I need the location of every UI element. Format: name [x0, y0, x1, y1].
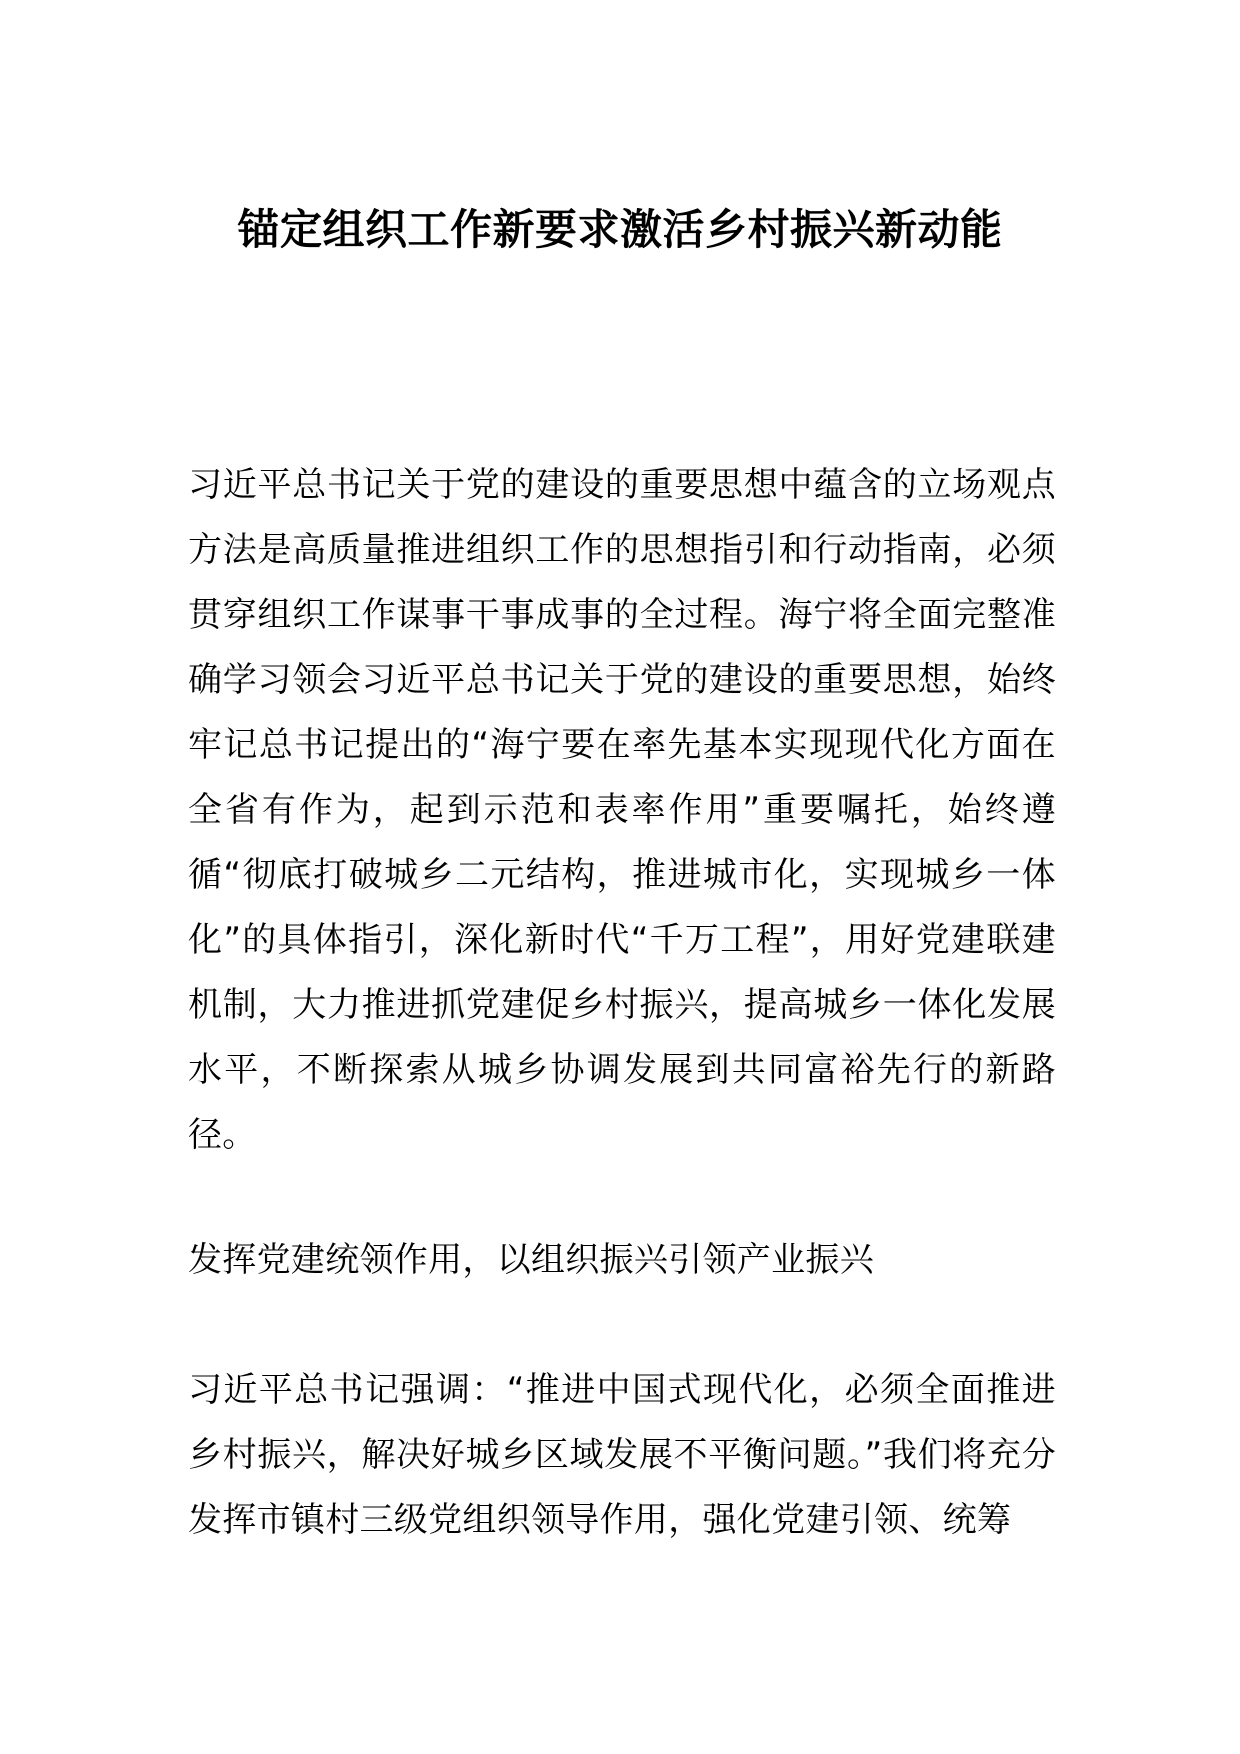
section-heading: 发挥党建统领作用，以组织振兴引领产业振兴	[188, 1240, 874, 1280]
document-title: 锚定组织工作新要求激活乡村振兴新动能	[237, 205, 1003, 254]
intro-paragraph: 习近平总书记关于党的建设的重要思想中蕴含的立场观点方法是高质量推进组织工作的思想指引和行动指南，必须贯穿组织工作谋事干事成事的全过程。海宁将全面完整准确学习领会习近平总书记关于党的建设的重要思想，始终牢记总书记提出的“海宁要在率先基本实现现代化方面在全省有作为，起到示范和表率作用”重要嘱托，始终遵循“彻底打破城乡二元结构，推进城市化，实现城乡一体化”的具体指引，深化新时代“千万工程”，用好党建联建机制，大力推进抓党建促乡村振兴，提高城乡一体化发展水平，不断探索从城乡协调发展到共同富裕先行的新路径。	[188, 465, 1056, 1155]
section-paragraph: 习近平总书记强调：“推进中国式现代化，必须全面推进乡村振兴，解决好城乡区域发展不平衡问题。”我们将充分发挥市镇村三级党组织领导作用，强化党建引领、统筹	[188, 1370, 1056, 1540]
